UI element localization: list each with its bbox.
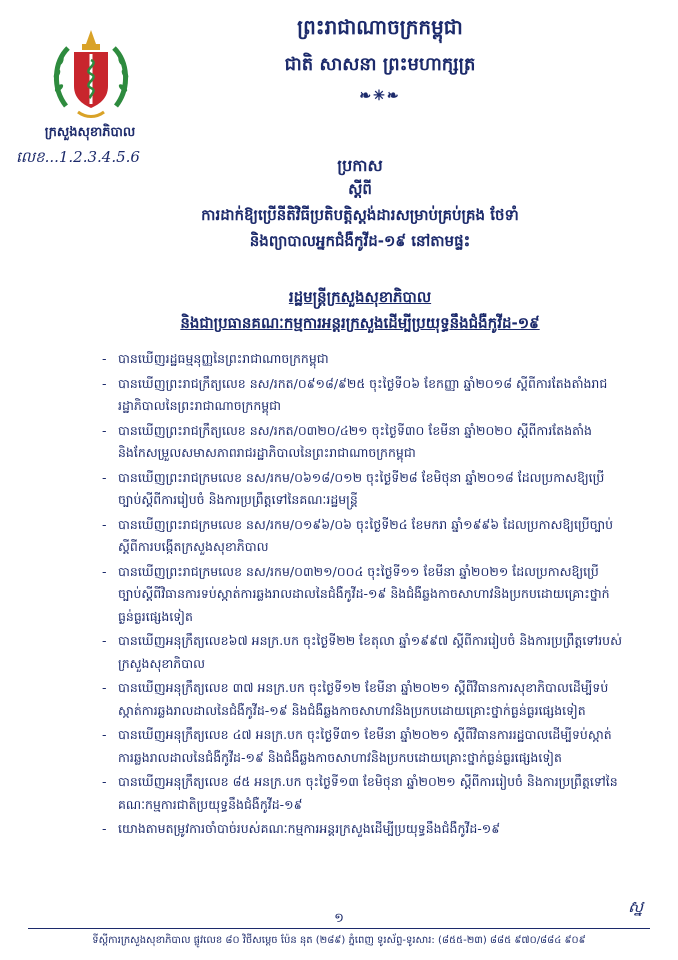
- document-title-line-1: ការដាក់ឱ្យប្រើនីតិវិធីប្រតិបត្តិស្តង់ដារសម្រាប់គ្រប់គ្រង ថែទាំ: [201, 206, 519, 224]
- document-title-line-2: និងព្យាបាលអ្នកជំងឺកូវីដ-១៩ នៅតាមផ្ទះ: [249, 232, 471, 250]
- preamble-text: បានឃើញព្រះរាជក្រឹត្យលេខ នស/រកត/០៣២០/៤២១ ចុះថ្ងៃទី៣០ ខែមីនា ឆ្នាំ២០២០ ស្តីពីការតែងតាំង និងកែសម្រួលសមាសភាពរាជរដ្ឋាភិបាលនៃព្រះរាជាណាចក្រកម្ពុជា: [118, 422, 592, 460]
- dash-bullet: -: [102, 774, 107, 789]
- preamble-item: [102, 677, 622, 722]
- dash-bullet: -: [102, 680, 107, 695]
- nation-motto: ជាតិ សាសនា ព្រះមហាក្សត្រ: [284, 54, 476, 75]
- dash-bullet: -: [102, 422, 107, 438]
- preamble-item: [102, 724, 622, 769]
- preamble-item: [102, 771, 622, 816]
- preamble-text: បានឃើញព្រះរាជក្រមលេខ នស/រកម/០៦១៨/០១២ ចុះថ្ងៃទី២៨ ខែមិថុនា ឆ្នាំ២០១៨ ដែលប្រកាសឱ្យប្រើច្បាប់ស្តីពីការរៀបចំ និងការប្រព្រឹត្តទៅនៃគណៈរដ្ឋមន្ត្រី: [118, 469, 605, 507]
- ministry-logo-emblem: [48, 26, 134, 126]
- preamble-item: [102, 420, 622, 465]
- dash-bullet: -: [102, 633, 107, 648]
- ministry-name: ក្រសួងសុខាភិបាល: [44, 125, 136, 140]
- preamble-text: យោងតាមតម្រូវការចាំបាច់របស់គណៈកម្មការអន្តរក្រសួងដើម្បីប្រយុទ្ធនឹងជំងឺកូវីដ-១៩: [118, 821, 501, 836]
- document-about: ស្តីពី: [348, 180, 372, 198]
- preamble-item: [102, 348, 622, 371]
- preamble-item: [102, 514, 622, 559]
- preamble-text: បានឃើញអនុក្រឹត្យលេខ ៤៧ អនក្រ.បក ចុះថ្ងៃទី៣១ ខែមីនា ឆ្នាំ២០២១ ស្តីពីវិធានការរដ្ឋបាលដើម្បីទប់ស្កាត់ការឆ្លងរាលដាលនៃជំងឺកូវីដ-១៩ និងជំងឺឆ្លងកាចសាហាវនិងប្រកបដោយគ្រោះថ្នាក់ធ្ងន់ធ្ងរផ្សេងទៀត: [118, 727, 612, 765]
- footer-address: ទីស្តីការក្រសួងសុខាភិបាល ផ្លូវលេខ ៨០ វិថីសម្តេច ប៉ែន នុត (២៨៩) ភ្នំពេញ ទូរស័ព្ទ-ទូរសារ: (៨៥៥-២៣) ៨៨៥ ៩៧០/៨៨៤ ៩០៩: [92, 935, 586, 946]
- preamble-text: បានឃើញព្រះរាជក្រឹត្យលេខ នស/រកត/០៩១៨/៩២៥ ចុះថ្ងៃទី០៦ ខែកញ្ញា ឆ្នាំ២០១៨ ស្តីពីការតែងតាំងរាជរដ្ឋាភិបាលនៃព្រះរាជាណាចក្រកម្ពុជា: [118, 375, 608, 413]
- reference-number: លេខ...1.2.3.4.5.6: [16, 148, 140, 166]
- issuer-title-line-1: រដ្ឋមន្ត្រីក្រសួងសុខាភិបាល: [288, 288, 432, 306]
- preamble-text: បានឃើញរដ្ឋធម្មនុញ្ញនៃព្រះរាជាណាចក្រកម្ពុជា: [118, 351, 329, 366]
- preamble-item: [102, 467, 622, 512]
- preamble-text: បានឃើញអនុក្រឹត្យលេខ ៨៥ អនក្រ.បក ចុះថ្ងៃទី១៣ ខែមិថុនា ឆ្នាំ២០២១ ស្តីពីការរៀបចំ និងការប្រព្រឹត្តទៅនៃគណៈកម្មការជាតិប្រយុទ្ធនឹងជំងឺកូវីដ-១៩: [118, 774, 618, 812]
- preamble-text: បានឃើញព្រះរាជក្រមលេខ នស/រកម/០១៩៦/០៦ ចុះថ្ងៃទី២៤ ខែមករា ឆ្នាំ១៩៩៦ ដែលប្រកាសឱ្យប្រើច្បាប់ស្តីពីការបង្កើតក្រសួងសុខាភិបាល: [118, 516, 614, 554]
- dash-bullet: -: [102, 563, 107, 579]
- ornament-divider: ❧✳❧: [359, 88, 401, 104]
- dash-bullet: -: [102, 516, 107, 532]
- preamble-item: [102, 561, 622, 629]
- dash-bullet: -: [102, 375, 107, 391]
- footer-divider: [28, 928, 650, 929]
- dash-bullet: -: [102, 821, 107, 836]
- page-number: ១: [334, 911, 344, 926]
- preamble-item: [102, 630, 622, 675]
- preamble-item: [102, 373, 622, 418]
- preamble-text: បានឃើញអនុក្រឹត្យលេខ ៣៧ អនក្រ.បក ចុះថ្ងៃទី១២ ខែមីនា ឆ្នាំ២០២១ ស្តីពីវិធានការសុខាភិបាលដើម្បីទប់ស្កាត់ការឆ្លងរាលដាលនៃជំងឺកូវីដ-១៩ និងជំងឺឆ្លងកាចសាហាវនិងប្រកបដោយគ្រោះថ្នាក់ធ្ងន់ធ្ងរផ្សេងទៀត: [118, 680, 609, 718]
- issuer-title-line-2: និងជាប្រធានគណៈកម្មការអន្តរក្រសួងដើម្បីប្រយុទ្ធនឹងជំងឺកូវីដ-១៩: [180, 314, 540, 332]
- dash-bullet: -: [102, 351, 107, 366]
- preamble-text: បានឃើញព្រះរាជក្រមលេខ នស/រកម/០៣២១/០០៤ ចុះថ្ងៃទី១១ ខែមីនា ឆ្នាំ២០២១ ដែលប្រកាសឱ្យប្រើច្បាប់ស្តីពីវិធានការទប់ស្កាត់ការឆ្លងរាលដាលនៃជំងឺកូវីដ-១៩ និងជំងឺឆ្លងកាចសាហាវនិងប្រកបដោយគ្រោះថ្នាក់ធ្ងន់ធ្ងរផ្សេងទៀត: [118, 563, 610, 624]
- preamble-item: [102, 818, 622, 841]
- preamble-text: បានឃើញអនុក្រឹត្យលេខ៦៧ អនក្រ.បក ចុះថ្ងៃទី២២ ខែតុលា ឆ្នាំ១៩៩៧ ស្តីពីការរៀបចំ និងការប្រព្រឹត្តទៅរបស់ក្រសួងសុខាភិបាល: [118, 633, 623, 671]
- dash-bullet: -: [102, 727, 107, 742]
- handwritten-initials: ស្ន: [628, 897, 644, 916]
- preamble-list: [102, 348, 622, 843]
- document-type: ប្រកាស: [337, 156, 383, 175]
- dash-bullet: -: [102, 469, 107, 485]
- kingdom-title: ព្រះរាជាណាចក្រកម្ពុជា: [297, 15, 463, 39]
